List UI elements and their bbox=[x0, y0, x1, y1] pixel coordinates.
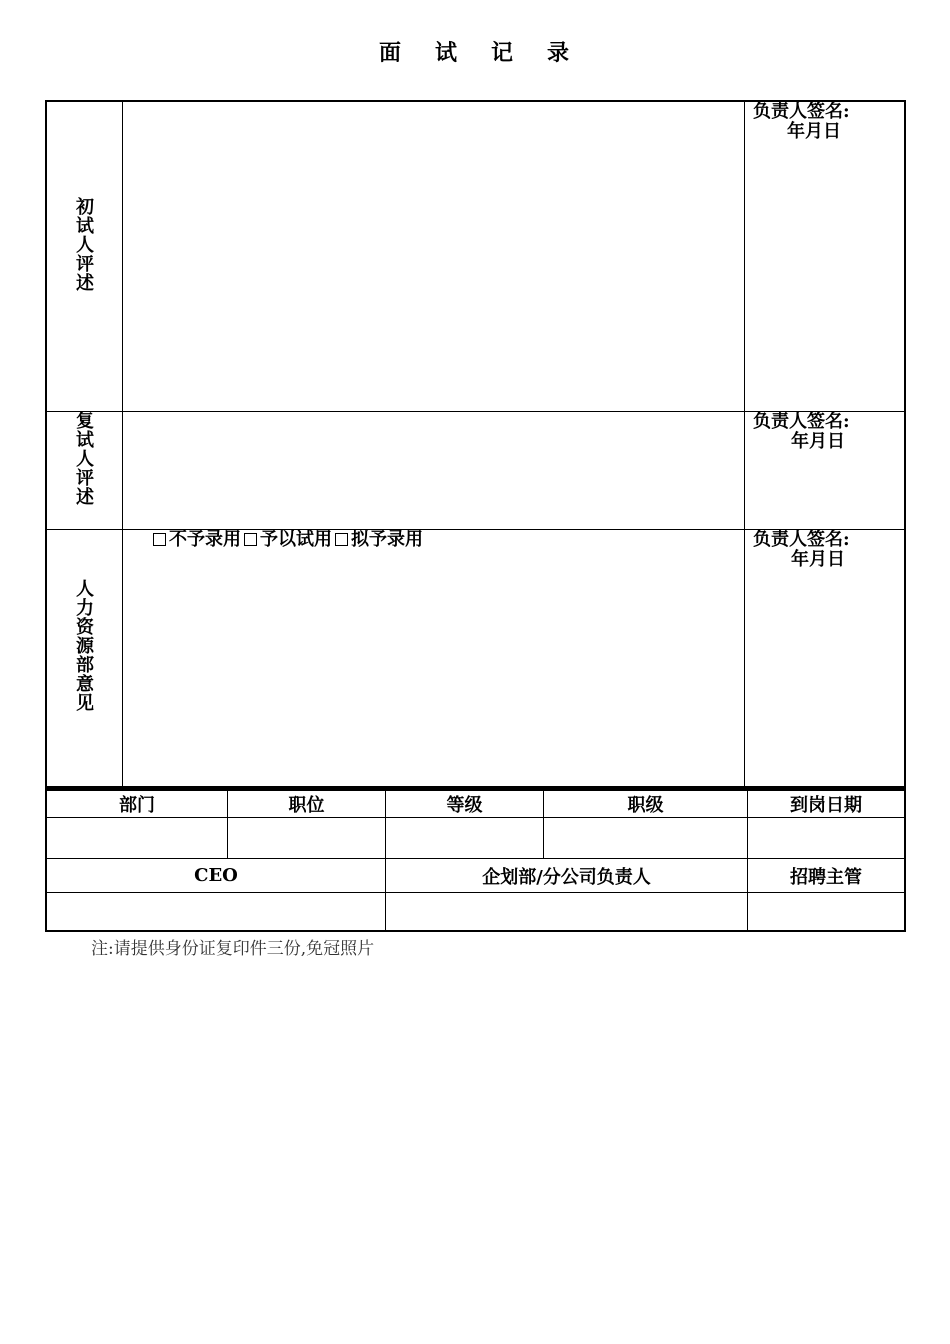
first-interview-label bbox=[47, 198, 123, 293]
info-header-row bbox=[47, 791, 904, 818]
option-hire[interactable] bbox=[335, 530, 423, 549]
first-interview-comment-area[interactable] bbox=[123, 102, 745, 411]
option-label: 不予录用 bbox=[169, 529, 241, 550]
page-title bbox=[0, 36, 950, 67]
hr-opinion-row bbox=[47, 530, 904, 786]
footnote: 注:请提供身份证复印件三份,免冠照片 bbox=[91, 939, 375, 959]
checkbox[interactable] bbox=[335, 533, 348, 546]
date-label: 年月日 bbox=[787, 121, 841, 142]
label-char: 部 bbox=[76, 655, 94, 676]
label-char: 试 bbox=[76, 430, 94, 451]
header-position: 职位 bbox=[228, 791, 386, 817]
grade-value[interactable] bbox=[386, 818, 544, 858]
label-char: 复 bbox=[76, 411, 94, 432]
rank-value[interactable] bbox=[544, 818, 748, 858]
hr-opinion-label-cell bbox=[47, 530, 123, 786]
approval-header-row bbox=[47, 859, 904, 893]
sign-label: 负责人签名: bbox=[753, 411, 850, 432]
department-value[interactable] bbox=[47, 818, 228, 858]
position-value[interactable] bbox=[228, 818, 386, 858]
title-char: 录 bbox=[547, 40, 572, 66]
dept-head-sign-cell[interactable] bbox=[386, 893, 748, 930]
header-rank: 职级 bbox=[544, 791, 748, 817]
checkbox[interactable] bbox=[153, 533, 166, 546]
hire-decision-options bbox=[153, 530, 423, 550]
title-char: 试 bbox=[434, 40, 459, 66]
option-reject[interactable] bbox=[153, 530, 241, 549]
date-label: 年月日 bbox=[791, 431, 845, 452]
second-interview-label bbox=[47, 412, 123, 507]
evaluation-form bbox=[45, 100, 906, 788]
label-char: 人 bbox=[76, 449, 94, 470]
first-interview-label-cell bbox=[47, 102, 123, 411]
position-info-table bbox=[45, 788, 906, 932]
label-char: 评 bbox=[76, 254, 94, 275]
label-char: 见 bbox=[76, 693, 94, 714]
label-char: 人 bbox=[76, 235, 94, 256]
header-start-date: 到岗日期 bbox=[790, 795, 862, 816]
hr-opinion-label bbox=[47, 580, 123, 713]
label-char: 述 bbox=[76, 487, 94, 508]
label-char: 述 bbox=[76, 273, 94, 294]
hr-opinion-content bbox=[123, 530, 745, 786]
second-interview-comment-area[interactable] bbox=[123, 412, 745, 529]
label-char: 初 bbox=[76, 197, 94, 218]
first-interview-row bbox=[47, 102, 904, 412]
approval-ceo: CEO bbox=[47, 859, 386, 892]
sign-label: 负责人签名: bbox=[753, 101, 850, 122]
option-label: 予以试用 bbox=[260, 529, 332, 550]
second-interview-sign-cell[interactable] bbox=[745, 412, 904, 529]
ceo-sign-cell[interactable] bbox=[47, 893, 386, 930]
label-char: 人 bbox=[76, 579, 94, 600]
label-char: 意 bbox=[76, 674, 94, 695]
label-char: 资 bbox=[76, 617, 94, 638]
header-grade: 等级 bbox=[386, 791, 544, 817]
start-date-value[interactable] bbox=[748, 818, 904, 858]
option-label: 拟予录用 bbox=[351, 529, 423, 550]
option-trial[interactable] bbox=[244, 530, 332, 549]
first-interview-sign-cell[interactable] bbox=[745, 102, 904, 411]
label-char: 试 bbox=[76, 216, 94, 237]
date-label: 年月日 bbox=[791, 549, 845, 570]
info-value-row bbox=[47, 818, 904, 859]
label-char: 源 bbox=[76, 636, 94, 657]
label-char: 力 bbox=[76, 598, 94, 619]
title-char: 记 bbox=[491, 40, 516, 66]
label-char: 评 bbox=[76, 468, 94, 489]
approval-sign-row bbox=[47, 893, 904, 930]
approval-recruiting-manager: 招聘主管 bbox=[790, 866, 862, 888]
checkbox[interactable] bbox=[244, 533, 257, 546]
second-interview-label-cell bbox=[47, 412, 123, 529]
approval-dept-head: 企划部/分公司负责人 bbox=[386, 859, 748, 892]
second-interview-row bbox=[47, 412, 904, 530]
header-department: 部门 bbox=[47, 791, 228, 817]
title-char: 面 bbox=[378, 40, 403, 66]
hr-opinion-sign-cell[interactable] bbox=[745, 530, 904, 786]
recruiting-manager-sign-cell[interactable] bbox=[748, 893, 904, 930]
sign-label: 负责人签名: bbox=[753, 529, 850, 550]
